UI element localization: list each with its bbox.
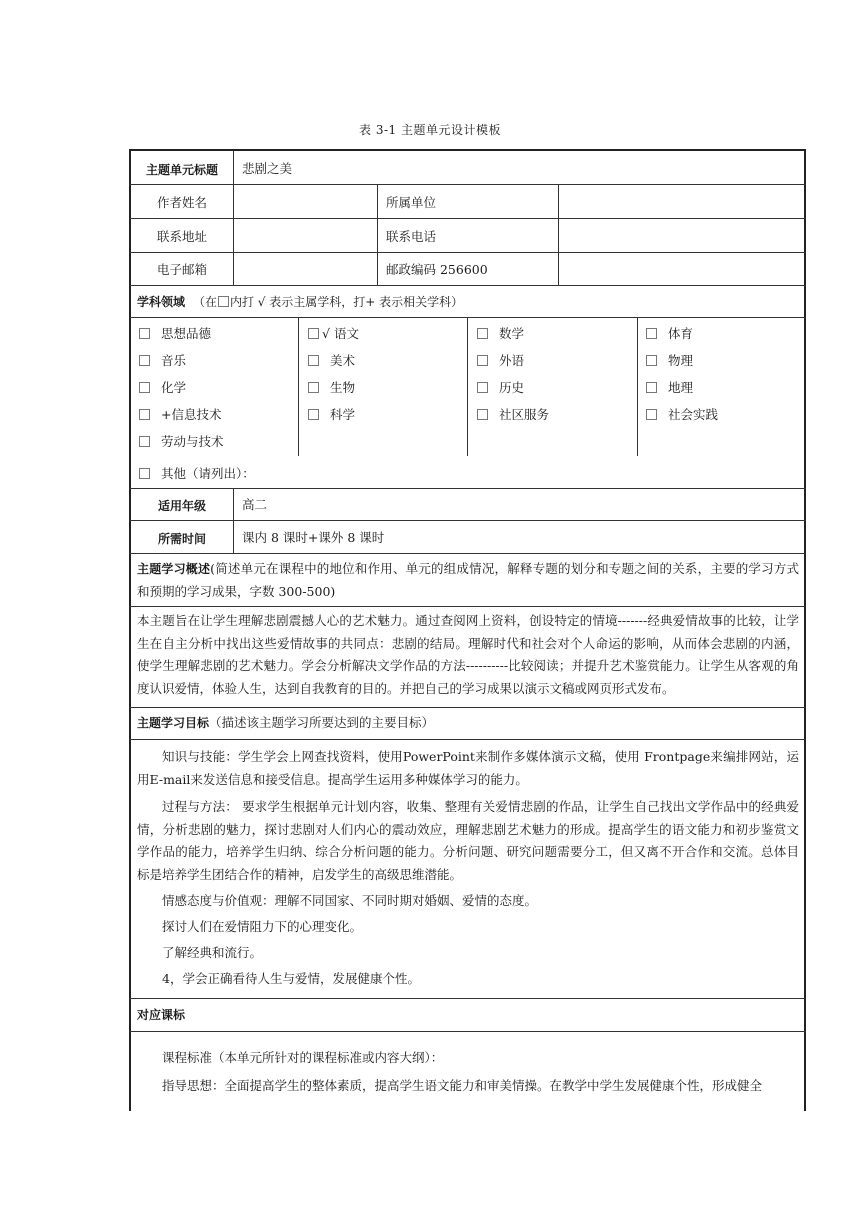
checkbox-icon [139,409,150,420]
table-caption: 表 3-1 主题单元设计模板 [359,123,501,137]
overview-title: 主题学习概述 [137,562,211,576]
checkbox-icon [139,355,150,366]
checkbox-icon [308,409,319,420]
col-divider [637,318,638,456]
subject-item[interactable]: 劳动与技术 [139,434,224,450]
overview-note: (简述单元在课程中的地位和作用、单元的组成情况，解释专题的划分和专题之间的关系，主要的学习方式和预期的学习成果，字数 300-500) [137,561,799,599]
checkbox-icon [139,468,150,479]
row-divider [129,739,806,740]
subject-heading-line [137,294,463,310]
subject-item[interactable]: 社会实践 [646,407,718,423]
goals-process: 过程与方法： 要求学生根据单元计划内容，收集、整理有关爱情悲剧的作品，让学生自己找出文学作品中的经典爱情，分析悲剧的魅力，探讨悲剧对人们内心的震动效应，理解悲剧艺术魅力的形成。提高学生的语文能力和初步鉴赏文学作品的能力，培养学生归纳、综合分析问题的能力。分析问题、研究问题需要分工，但又离不开合作和交流。总体目标是培养学生团结合作的精神，启发学生的高级思维潜能。 [137,799,799,882]
checkbox-icon [139,436,150,447]
grade-value: 高二 [242,497,268,512]
checkbox-icon [477,355,488,366]
row-divider [129,520,806,521]
goals-note: （描述该主题学习所要达到的主要目标） [209,715,435,730]
row-divider [129,218,806,219]
postcode: 邮政编码 256600 [386,262,488,277]
checkbox-icon [218,296,229,307]
time-value: 课内 8 课时+课外 8 课时 [242,530,385,545]
subject-heading: 学科领域 [137,295,186,309]
subject-item[interactable]: 美术 [308,353,355,369]
subject-item[interactable]: 思想品德 [139,326,211,342]
subject-item[interactable]: 数学 [477,326,524,342]
unit-label: 所属单位 [386,195,437,210]
grade-label: 适用年级 [157,499,206,513]
overview-heading [137,558,799,603]
checkbox-icon [308,355,319,366]
checkbox-icon [646,328,657,339]
checkbox-icon [477,328,488,339]
subject-note: （在 [192,295,217,309]
checkbox-icon [477,382,488,393]
row-divider [129,1031,806,1032]
row-divider [129,707,806,708]
standards-line: 课程标准（本单元所针对的课程标准或内容大纲）： [162,1050,444,1065]
time-label: 所需时间 [157,532,206,546]
row-divider [129,252,806,253]
subject-item[interactable]: +信息技术 [139,407,221,423]
col-divider [233,489,234,553]
title-label: 主题单元标题 [145,163,218,177]
goals-item: 探讨人们在爱情阻力下的心理变化。 [162,919,363,934]
checkbox-icon [308,328,319,339]
subject-item[interactable]: 社区服务 [477,407,549,423]
goals-knowledge: 知识与技能：学生学会上网查找资料，使用PowerPoint来制作多媒体演示文稿，使用 Frontpage来编排网站，运用E-mail来发送信息和接受信息。提高学生运用多种媒体学习的能力。 [137,749,799,787]
subject-item[interactable]: 科学 [308,407,355,423]
phone-label: 联系电话 [386,229,437,244]
standards-line: 指导思想：全面提高学生的整体素质，提高学生语文能力和审美情操。在教学中学生发展健康个性，形成健全 [162,1078,763,1093]
col-divider [377,185,378,285]
checkbox-icon [646,355,657,366]
subject-note-2: 内打 √ 表示主属学科，打+ 表示相关学科） [229,295,464,309]
checkbox-icon [646,409,657,420]
subject-item[interactable]: 地理 [646,380,693,396]
subject-item[interactable]: 外语 [477,353,524,369]
row-divider [129,488,806,489]
goals-heading: 主题学习目标 [137,716,210,730]
checkbox-icon [139,382,150,393]
title-value: 悲剧之美 [242,161,293,176]
email-label: 电子邮箱 [156,262,207,277]
standards-heading: 对应课标 [137,1008,186,1022]
subject-item[interactable]: 物理 [646,353,693,369]
overview-body: 本主题旨在让学生理解悲剧震撼人心的艺术魅力。通过查阅网上资料，创设特定的情境-------经典爱情故事的比较，让学生在自主分析中找出这些爱情故事的共同点：悲剧的结局。理解时代和社会对个人命运的影响，从而体会悲剧的内涵，使学生理解悲剧的艺术魅力。学会分析解决文学作品的方法----------比较阅读；并提升艺术鉴赏能力。让学生从客观的角度认识爱情，体验人生，达到自我教育的目的。并把自己的学习成果以演示文稿或网页形式发布。 [137,613,799,696]
subject-item[interactable]: 化学 [139,380,186,396]
col-divider [233,151,234,285]
subject-item[interactable]: 生物 [308,380,355,396]
subject-item[interactable]: 音乐 [139,353,186,369]
col-divider [558,185,559,285]
checkbox-icon [308,382,319,393]
checkbox-icon [477,409,488,420]
subject-other[interactable]: 其他（请列出）： [139,466,255,482]
subject-item[interactable]: 历史 [477,380,524,396]
checkbox-icon [139,328,150,339]
subject-item[interactable]: √ 语文 [308,326,359,342]
row-divider [129,553,806,554]
goals-attitude: 情感态度与价值观：理解不同国家、不同时期对婚姻、爱情的态度。 [162,893,538,908]
goals-item: 了解经典和流行。 [162,945,263,960]
row-divider [129,184,806,185]
subject-item[interactable]: 体育 [646,326,693,342]
goals-heading-line [137,715,434,731]
checkbox-icon [646,382,657,393]
goals-item: 4，学会正确看待人生与爱情，发展健康个性。 [162,971,420,986]
row-divider [129,606,806,607]
col-divider [298,318,299,456]
col-divider [467,318,468,456]
row-divider [129,285,806,286]
author-label: 作者姓名 [156,195,207,210]
address-label: 联系地址 [156,229,207,244]
row-divider [129,998,806,999]
